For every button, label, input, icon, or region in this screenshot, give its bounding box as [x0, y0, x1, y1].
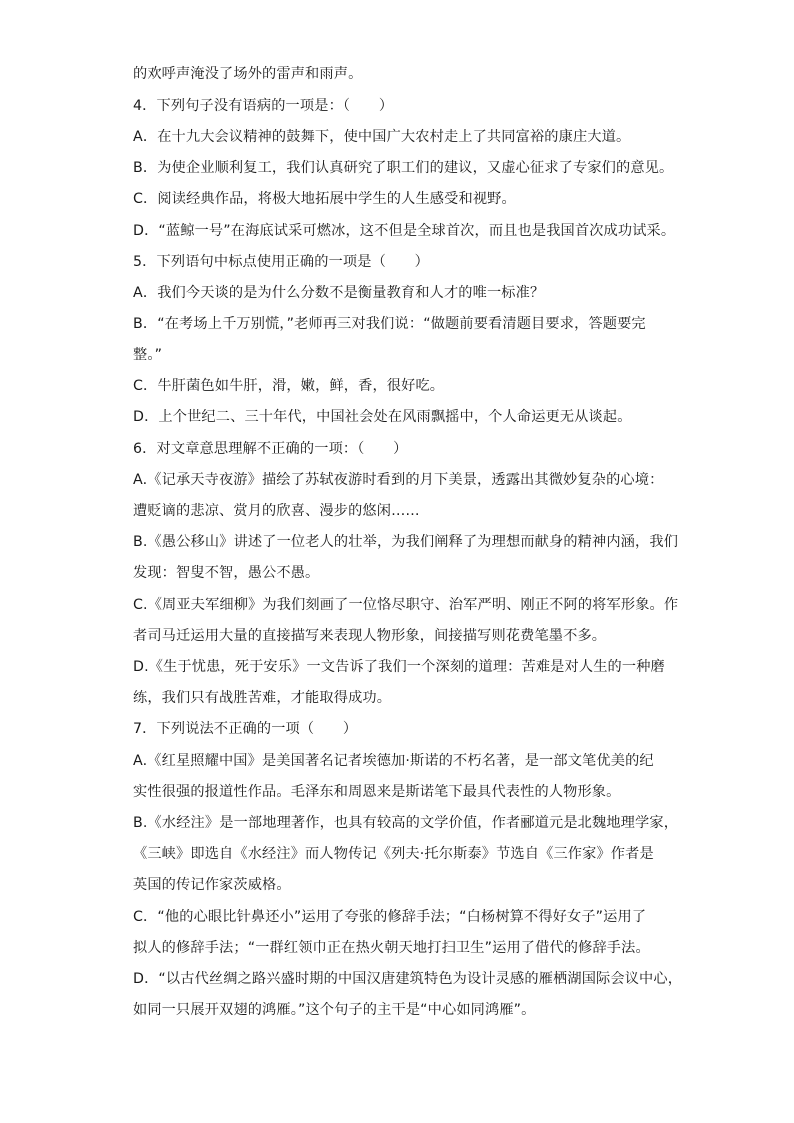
question-6-option-c: C.《周亚夫军细柳》为我们刻画了一位恪尽职守、治军严明、刚正不阿的将军形象。作: [133, 597, 679, 613]
question-4-option-a: A．在十九大会议精神的鼓舞下，使中国广大农村走上了共同富裕的康庄大道。: [133, 129, 631, 145]
text-line: 的欢呼声淹没了场外的雷声和雨声。: [133, 66, 363, 82]
question-7-option-a-cont: 实性很强的报道性作品。毛泽东和周恩来是斯诺笔下最具代表性的人物形象。: [133, 784, 621, 800]
question-7-option-d-cont: 如同一只展开双翅的鸿雁。”这个句子的主干是“中心如同鸿雁”。: [133, 1002, 536, 1018]
question-6-option-c-cont: 者司马迁运用大量的直接描写来表现人物形象，间接描写则花费笔墨不多。: [133, 628, 607, 644]
question-7-option-b-cont: 英国的传记作家茨威格。: [133, 877, 291, 893]
question-6-option-b-cont: 发现：智叟不智，愚公不愚。: [133, 565, 320, 581]
question-7-option-c: C．“他的心眼比针鼻还小”运用了夸张的修辞手法；“白杨树算不得好女子”运用了: [133, 909, 647, 925]
question-4-option-d: D．“蓝鲸一号”在海底试采可燃冰，这不但是全球首次，而且也是我国首次成功试采。: [133, 223, 676, 239]
question-6-option-d: D.《生于忧患，死于安乐》一文告诉了我们一个深刻的道理：苦难是对人生的一种磨: [133, 659, 665, 675]
question-7-option-b: B.《水经注》是一部地理著作，也具有较高的文学价值，作者郦道元是北魏地理学家，: [133, 815, 679, 831]
question-5-option-b-cont: 整。”: [133, 347, 163, 363]
question-4-stem: 4．下列句子没有语病的一项是：（ ）: [133, 98, 394, 114]
question-6-stem: 6．对文章意思理解不正确的一项：（ ）: [133, 441, 408, 457]
question-6-option-b: B.《愚公移山》讲述了一位老人的壮举，为我们阐释了为理想而献身的精神内涵，我们: [133, 534, 679, 550]
question-5-option-c: C．牛肝菌色如牛肝，滑，嫩，鲜，香，很好吃。: [133, 378, 445, 394]
question-6-option-a-cont: 遭贬谪的悲凉、赏月的欣喜、漫步的悠闲……: [133, 503, 420, 519]
question-7-option-b-cont: 《三峡》即选自《水经注》而人物传记《列夫·托尔斯泰》节选自《三作家》作者是: [133, 846, 654, 862]
question-5-option-b: B．“在考场上千万别慌，”老师再三对我们说：“做题前要看清题目要求，答题要完: [133, 316, 646, 332]
question-5-option-a: A．我们今天谈的是为什么分数不是衡量教育和人才的唯一标准？: [133, 285, 545, 301]
question-4-option-c: C．阅读经典作品，将极大地拓展中学生的人生感受和视野。: [133, 191, 516, 207]
question-7-option-c-cont: 拟人的修辞手法；“一群红领巾正在热火朝天地打扫卫生”运用了借代的修辞手法。: [133, 940, 650, 956]
question-7-stem: 7．下列说法不正确的一项（ ）: [133, 721, 358, 737]
question-5-option-d: D．上个世纪二、三十年代，中国社会处在风雨飘摇中，个人命运更无从谈起。: [133, 409, 632, 425]
question-7-option-a: A.《红星照耀中国》是美国著名记者埃德加·斯诺的不朽名著，是一部文笔优美的纪: [133, 753, 654, 769]
question-4-option-b: B．为使企业顺利复工，我们认真研究了职工们的建议，又虚心征求了专家们的意见。: [133, 160, 674, 176]
question-6-option-a: A.《记承天寺夜游》描绘了苏轼夜游时看到的月下美景，透露出其微妙复杂的心境：: [133, 472, 664, 488]
question-5-stem: 5．下列语句中标点使用正确的一项是（ ）: [133, 254, 429, 270]
question-6-option-d-cont: 练，我们只有战胜苦难，才能取得成功。: [133, 690, 392, 706]
question-7-option-d: D．“以古代丝绸之路兴盛时期的中国汉唐建筑特色为设计灵感的雁栖湖国际会议中心，: [133, 971, 683, 987]
